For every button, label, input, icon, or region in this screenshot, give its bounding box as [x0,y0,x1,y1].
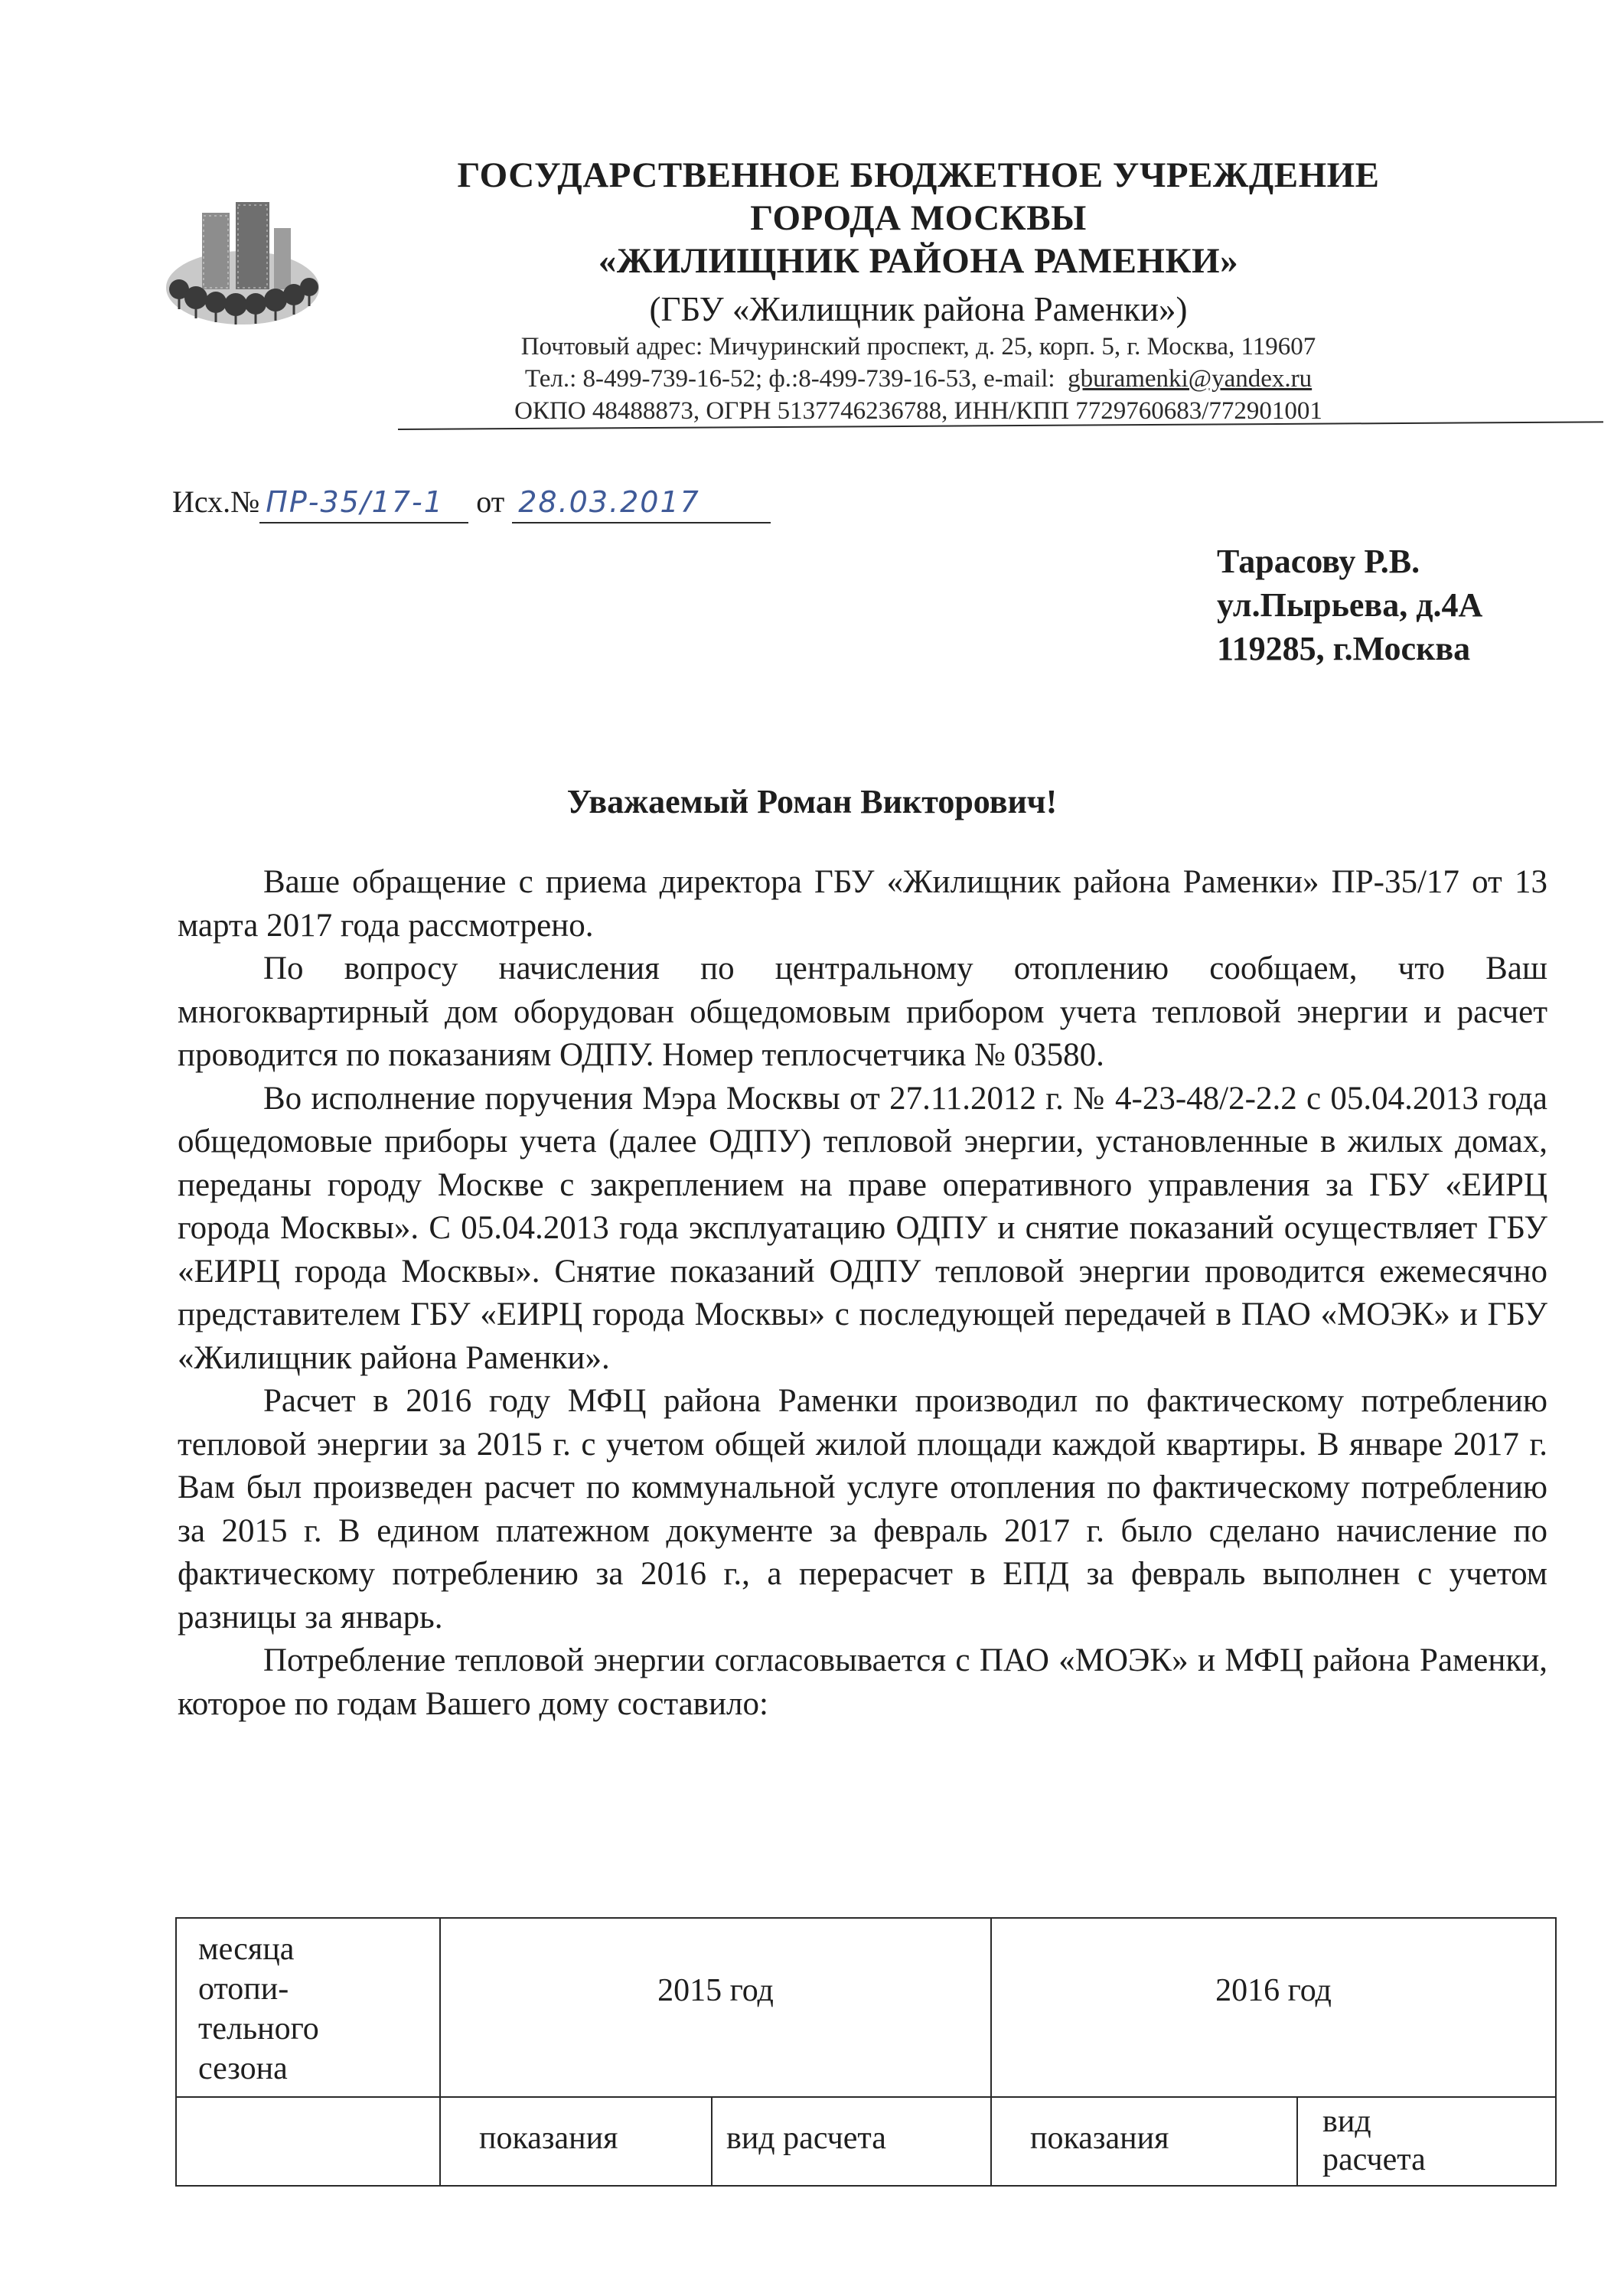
paragraph: По вопросу начисления по центральному отоплению сообщаем, что Ваш многоквартирный дом оборудован общедомовым прибором учета тепловой энергии и расчет проводится по показаниям ОДПУ. Номер теплосчетчика № 03580. [178,951,1547,1073]
greeting: Уважаемый Роман Викторович! [566,783,1058,820]
paragraph: Потребление тепловой энергии согласовывается с ПАО «МОЭК» и МФЦ района Раменки, которое по годам Вашего дому составило: [178,1642,1547,1722]
residential-buildings-trees-logo [162,197,323,328]
calc-type-line: расчета [1322,2142,1426,2177]
recipient-block [1217,540,1482,670]
ref-number-handwritten: ПР-35/17-1 [259,482,468,523]
letter-body [178,861,1547,1726]
table-header-row [176,1918,1556,2097]
phone-fax: Тел.: 8-499-739-16-52; ф.:8-499-739-16-53, e-mail: [524,365,1055,393]
year-2016-header: 2016 год [991,1918,1556,2097]
calc-type-line: вид [1322,2104,1371,2139]
org-name-line1: ГОСУДАРСТВЕННОЕ БЮДЖЕТНОЕ УЧРЕЖДЕНИЕ [457,155,1380,195]
recipient-city: 119285, г.Москва [1217,630,1471,667]
outgoing-reference [172,482,771,523]
month-header-cell [176,1918,440,2097]
org-short-name: (ГБУ «Жилищник района Раменки») [649,290,1188,328]
email-link[interactable]: gburamenki@yandex.ru [1068,365,1313,393]
contact-line [337,363,1500,395]
readings-2015-header: показания [440,2097,712,2186]
org-name-line3: «ЖИЛИЩНИК РАЙОНА РАМЕНКИ» [598,241,1239,281]
paragraph: Ваше обращение с приема директора ГБУ «Жилищник района Раменки» ПР-35/17 от 13 марта 2017 года рассмотрено. [178,864,1547,944]
heat-consumption-table [175,1917,1557,2187]
paragraph: Расчет в 2016 году МФЦ района Раменки производил по фактическому потреблению тепловой энергии за 2015 г. с учетом общей жилой площади каждой квартиры. В январе 2017 г. Вам был произведен расчет по коммунальной услуге отопления по фактическому потреблению за 2015 г. В едином платежном документе за февраль 2017 г. было сделано начисление по фактическому потреблению за 2016 г., а перерасчет в ЕПД за февраль выполнен с учетом разницы за январь. [178,1383,1547,1636]
recipient-name: Тарасову Р.В. [1217,543,1420,580]
calc-type-2015-header: вид расчета [712,2097,991,2186]
month-header-line: тельного [198,2011,319,2047]
ref-date-handwritten: 28.03.2017 [512,482,771,523]
month-header-line: отопи- [198,1971,289,2007]
month-header-line: месяца [198,1932,295,1967]
paragraph: Во исполнение поручения Мэра Москвы от 27.11.2012 г. № 4-23-48/2-2.2 с 05.04.2013 года общедомовые приборы учета (далее ОДПУ) тепловой энергии, установленные в жилых домах, переданы городу Москве с закреплением на праве оперативного управления за ГБУ «ЕИРЦ города Москвы». С 05.04.2013 года эксплуатацию ОДПУ и снятие показаний осуществляет ГБУ «ЕИРЦ города Москвы». Снятие показаний ОДПУ тепловой энергии проводится ежемесячно представителем ГБУ «ЕИРЦ города Москвы» с последующей передачей в ПАО «МОЭК» и ГБУ «Жилищник района Раменки». [178,1080,1547,1376]
year-2015-header: 2015 год [440,1918,991,2097]
recipient-street: ул.Пырьева, д.4А [1217,586,1483,624]
org-name-line2: ГОРОДА МОСКВЫ [750,198,1087,238]
registration-codes: ОКПО 48488873, ОГРН 5137746236788, ИНН/КПП 7729760683/772901001 [514,397,1322,425]
readings-2016-header: показания [991,2097,1297,2186]
ref-number-label: Исх.№ [172,484,260,519]
calc-type-2016-header [1297,2097,1556,2186]
empty-cell [176,2097,440,2186]
postal-address: Почтовый адрес: Мичуринский проспект, д. 25, корп. 5, г. Москва, 119607 [520,333,1316,360]
month-header-line: сезона [198,2051,288,2086]
table-subheader-row [176,2097,1556,2186]
ref-date-label: от [476,484,505,519]
